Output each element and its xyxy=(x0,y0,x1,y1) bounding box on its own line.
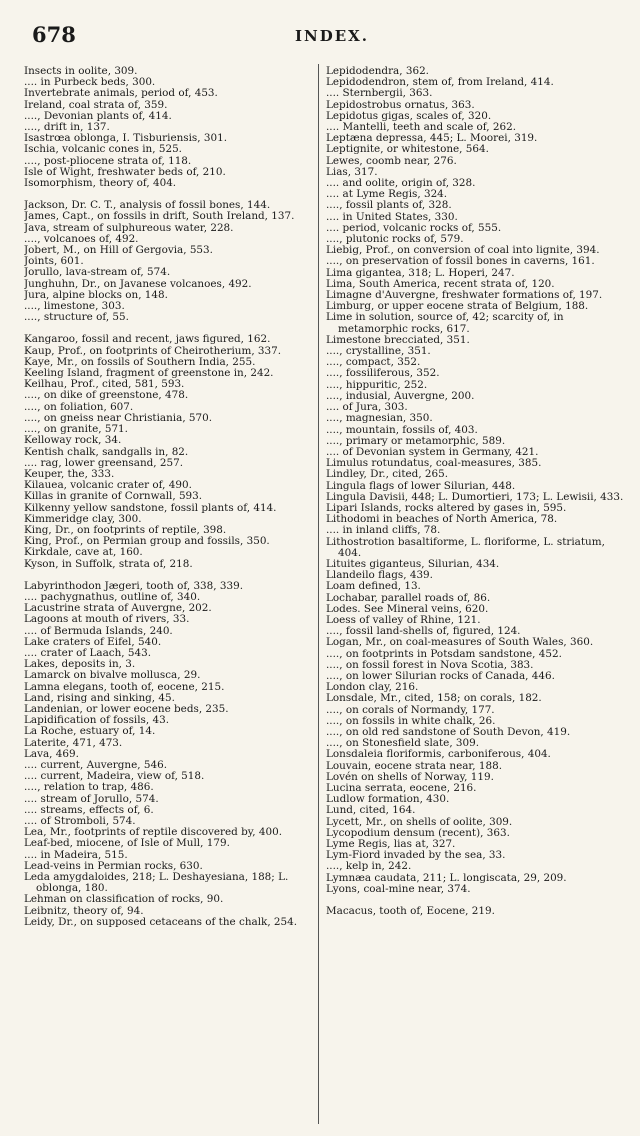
index-entry: Kentish chalk, sandgalls in, 82. xyxy=(24,445,189,458)
index-entry: Lucina serrata, eocene, 216. xyxy=(326,782,477,794)
index-entry: Kilkenny yellow sandstone, fossil plants of, 414. xyxy=(24,501,277,514)
index-entry: .... in inland cliffs, 78. xyxy=(326,524,441,537)
index-entry: Kilauea, volcanic crater of, 490. xyxy=(24,479,192,492)
index-entry: .... current, Madeira, view of, 518. xyxy=(24,770,205,783)
index-entry: Lodes. See Mineral veins, 620. xyxy=(326,602,489,615)
index-entry: Joints, 601. xyxy=(24,255,84,268)
index-entry: Keeling Island, fragment of greenstone in, 242. xyxy=(24,367,274,380)
index-entry: Keuper, the, 333. xyxy=(24,467,115,480)
index-entry: Lochabar, parallel roads of, 86. xyxy=(326,591,491,604)
index-entry: Keilhau, Prof., cited, 581, 593. xyxy=(24,378,185,391)
index-entry: ...., on corals of Normandy, 177. xyxy=(326,703,495,716)
index-entry: Lakes, deposits in, 3. xyxy=(24,658,136,671)
index-entry: ...., on fossils in white chalk, 26. xyxy=(326,714,496,727)
index-entry: Lehman on classification of rocks, 90. xyxy=(24,893,224,906)
index-entry: James, Capt., on fossils in drift, South Ireland, 137. xyxy=(24,210,295,223)
index-entry: Lituites giganteus, Silurian, 434. xyxy=(326,557,500,570)
index-entry: ...., crystalline, 351. xyxy=(326,345,431,358)
index-entry: Lima gigantea, 318; L. Hoperi, 247. xyxy=(326,266,515,279)
index-entry: Lime in solution, source of, 42; scarcity of, in metamorphic rocks, 617. xyxy=(326,311,564,335)
index-entry: Loess of valley of Rhine, 121. xyxy=(326,613,481,626)
index-entry: ...., on fossil forest in Nova Scotia, 383. xyxy=(326,658,534,671)
index-entry: ...., relation to trap, 486. xyxy=(24,781,154,794)
index-entry: Lepidostrobus ornatus, 363. xyxy=(326,98,475,111)
index-entry: .... and oolite, origin of, 328. xyxy=(326,177,476,190)
index-entry: Macacus, tooth of, Eocene, 219. xyxy=(326,905,495,918)
index-entry: Lithostrotion basaltiforme, L. floriforme, L. striatum, 404. xyxy=(326,535,605,559)
index-entry: Lymnæa caudata, 211; L. longiscata, 29, 209. xyxy=(326,871,567,884)
page-number: 678 xyxy=(32,22,76,47)
index-entry: ...., hippuritic, 252. xyxy=(326,378,428,391)
index-entry: La Roche, estuary of, 14. xyxy=(24,725,156,738)
index-entry: ...., on foliation, 607. xyxy=(24,400,134,413)
index-entry: ...., volcanoes of, 492. xyxy=(24,232,139,245)
index-entry: ...., on footprints in Potsdam sandstone, 452. xyxy=(326,647,562,660)
index-entry: Liebig, Prof., on conversion of coal into lignite, 394. xyxy=(326,244,600,257)
index-entry: Limestone brecciated, 351. xyxy=(326,333,470,346)
index-entry: Leibnitz, theory of, 94. xyxy=(24,904,144,917)
index-entry: Leptignite, or whitestone, 564. xyxy=(326,143,489,156)
index-entry: Lyons, coal-mine near, 374. xyxy=(326,882,471,895)
index-entry: .... of Stromboli, 574. xyxy=(24,815,136,827)
index-entry: Logan, Mr., on coal-measures of South Wales, 360. xyxy=(326,636,594,649)
column-divider xyxy=(318,64,319,1124)
index-entry: Jorullo, lava-stream of, 574. xyxy=(24,266,171,279)
index-entry: Isastrœa oblonga, I. Tisburiensis, 301. xyxy=(24,132,228,145)
index-entry: ...., post-pliocene strata of, 118. xyxy=(24,154,192,167)
index-entry: Loam defined, 13. xyxy=(326,580,421,593)
index-entry: Limulus rotundatus, coal-measures, 385. xyxy=(326,457,542,470)
index-entry: .... of Jura, 303. xyxy=(326,401,408,414)
index-entry: Lea, Mr., footprints of reptile discovered by, 400. xyxy=(24,826,282,839)
index-entry: .... period, volcanic rocks of, 555. xyxy=(326,221,502,234)
index-entry: ...., indusial, Auvergne, 200. xyxy=(326,389,475,402)
index-entry: Limburg, or upper eocene strata of Belgium, 188. xyxy=(326,300,589,313)
index-entry: Lonsdale, Mr., cited, 158; on corals, 182. xyxy=(326,692,542,705)
index-entry: Lindley, Dr., cited, 265. xyxy=(326,468,449,481)
index-entry: Lamarck on bivalve mollusca, 29. xyxy=(24,669,201,682)
index-entry: London clay, 216. xyxy=(326,681,419,694)
index-entry: Lima, South America, recent strata of, 120. xyxy=(326,277,555,290)
index-entry: Lias, 317. xyxy=(326,165,378,178)
page-header xyxy=(32,22,632,52)
index-entry: Leaf-bed, miocene, of Isle of Mull, 179. xyxy=(24,837,230,850)
index-entry: Land, rising and sinking, 45. xyxy=(24,691,175,704)
index-entry: ...., kelp in, 242. xyxy=(326,860,412,873)
index-entry: .... current, Auvergne, 546. xyxy=(24,758,167,771)
index-entry: Jobert, M., on Hill of Gergovia, 553. xyxy=(24,244,213,257)
index-entry: Laterite, 471, 473. xyxy=(24,736,123,749)
index-entry: Lava, 469. xyxy=(24,747,79,760)
index-entry: ...., on old red sandstone of South Devon, 419. xyxy=(326,725,571,738)
index-entry: Kirkdale, cave at, 160. xyxy=(24,546,143,559)
index-entry: Llandeilo flags, 439. xyxy=(326,569,433,582)
index-entry: Ludlow formation, 430. xyxy=(326,793,450,806)
index-entry: Lycopodium densum (recent), 363. xyxy=(326,826,510,839)
index-entry: ...., structure of, 55. xyxy=(24,311,129,324)
index-entry: Leda amygdaloides, 218; L. Deshayesiana, 188; L. oblonga, 180. xyxy=(24,871,289,895)
index-entry: Kelloway rock, 34. xyxy=(24,434,122,447)
index-entry: Ischia, volcanic cones in, 525. xyxy=(24,143,182,156)
index-entry: Lovén on shells of Norway, 119. xyxy=(326,770,494,783)
index-entry: ...., on lower Silurian rocks of Canada, 446. xyxy=(326,669,555,682)
index-entry: Limagne d'Auvergne, freshwater formations of, 197. xyxy=(326,289,603,302)
index-entry: ...., compact, 352. xyxy=(326,356,421,369)
index-entry: Lepidodendron, stem of, from Ireland, 414. xyxy=(326,76,554,89)
index-entry: Lonsdaleia floriformis, carboniferous, 404. xyxy=(326,748,551,761)
index-entry: Insects in oolite, 309. xyxy=(24,66,138,77)
index-entry: Ireland, coal strata of, 359. xyxy=(24,98,168,111)
index-entry: Lym-Fiord invaded by the sea, 33. xyxy=(326,849,506,862)
index-entry: ...., fossil land-shells of, figured, 124. xyxy=(326,625,521,638)
index-entry: ...., primary or metamorphic, 589. xyxy=(326,434,506,447)
index-entry: ...., limestone, 303. xyxy=(24,300,125,313)
index-entry: Lepidodendra, 362. xyxy=(326,66,429,77)
page-title: INDEX. xyxy=(294,27,370,45)
index-entry: Kimmeridge clay, 300. xyxy=(24,512,142,525)
index-entry: .... of Devonian system in Germany, 421. xyxy=(326,445,539,458)
index-entry: .... crater of Laach, 543. xyxy=(24,646,152,659)
index-entry: Killas in granite of Cornwall, 593. xyxy=(24,490,203,503)
index-entry: Lithodomi in beaches of North America, 78. xyxy=(326,513,558,526)
index-entry: .... stream of Jorullo, 574. xyxy=(24,792,159,805)
index-entry: Lapidification of fossils, 43. xyxy=(24,714,170,727)
index-entry: King, Prof., on Permian group and fossils, 350. xyxy=(24,535,270,548)
index-entry: Java, stream of sulphureous water, 228. xyxy=(24,221,234,234)
index-entry: ...., plutonic rocks of, 579. xyxy=(326,233,464,246)
index-entry: Lacustrine strata of Auvergne, 202. xyxy=(24,602,212,615)
index-entry: ...., fossil plants of, 328. xyxy=(326,199,452,212)
index-entry: Leidy, Dr., on supposed cetaceans of the chalk, 254. xyxy=(24,915,298,928)
index-entry: Lepidotus gigas, scales of, 320. xyxy=(326,109,492,122)
index-entry: Louvain, eocene strata near, 188. xyxy=(326,759,502,772)
index-entry: Landenian, or lower eocene beds, 235. xyxy=(24,702,229,715)
index-entry: .... pachygnathus, outline of, 340. xyxy=(24,590,201,603)
index-entry: .... at Lyme Regis, 324. xyxy=(326,188,448,201)
index-entry: ...., on Stonesfield slate, 309. xyxy=(326,737,480,750)
index-column-left xyxy=(24,66,314,1126)
index-entry: Labyrinthodon Jægeri, tooth of, 338, 339. xyxy=(24,579,244,592)
index-entry: Leptæna depressa, 445; L. Moorei, 319. xyxy=(326,132,538,145)
index-entry: .... Sternbergii, 363. xyxy=(326,87,433,100)
index-entry: ...., on granite, 571. xyxy=(24,423,128,436)
index-entry: Junghuhn, Dr., on Javanese volcanoes, 492. xyxy=(24,277,252,290)
index-entry: Invertebrate animals, period of, 453. xyxy=(24,87,218,100)
index-entry: ...., mountain, fossils of, 403. xyxy=(326,423,478,436)
index-entry: ...., on preservation of fossil bones in caverns, 161. xyxy=(326,255,595,268)
index-entry: Lagoons at mouth of rivers, 33. xyxy=(24,613,190,626)
index-entry: ...., drift in, 137. xyxy=(24,121,110,134)
index-entry: Kangaroo, fossil and recent, jaws figured, 162. xyxy=(24,333,271,346)
index-entry: Lake craters of Eifel, 540. xyxy=(24,635,162,648)
index-entry: Lewes, coomb near, 276. xyxy=(326,154,457,167)
index-entry: Jackson, Dr. C. T., analysis of fossil bones, 144. xyxy=(24,199,271,212)
index-entry: .... streams, effects of, 6. xyxy=(24,803,154,816)
index-entry: Jura, alpine blocks on, 148. xyxy=(24,288,168,301)
index-entry: Lingula Davisii, 448; L. Dumortieri, 173; L. Lewisii, 433. xyxy=(326,490,624,503)
index-entry: .... in Purbeck beds, 300. xyxy=(24,76,156,89)
index-entry: Kaup, Prof., on footprints of Cheirotherium, 337. xyxy=(24,344,282,357)
index-entry: .... rag, lower greensand, 257. xyxy=(24,456,184,469)
index-entry: Kyson, in Suffolk, strata of, 218. xyxy=(24,557,193,570)
index-column-right xyxy=(326,66,626,1126)
index-entry: ...., fossiliferous, 352. xyxy=(326,367,440,380)
index-entry: ...., on gneiss near Christiania, 570. xyxy=(24,411,213,424)
index-entry: Lingula flags of lower Silurian, 448. xyxy=(326,479,516,492)
index-entry: .... in United States, 330. xyxy=(326,210,458,223)
index-entry: Lipari Islands, rocks altered by gases in, 595. xyxy=(326,501,567,514)
index-entry: Lead-veins in Permian rocks, 630. xyxy=(24,859,203,872)
index-entry: Lamna elegans, tooth of, eocene, 215. xyxy=(24,680,225,693)
index-entry: Isomorphism, theory of, 404. xyxy=(24,177,177,190)
index-entry: ...., Devonian plants of, 414. xyxy=(24,109,172,122)
index-entry: King, Dr., on footprints of reptile, 398. xyxy=(24,523,227,536)
index-entry: .... Mantelli, teeth and scale of, 262. xyxy=(326,121,517,134)
index-entry: Kaye, Mr., on fossils of Southern India, 255. xyxy=(24,355,256,368)
index-entry: Lyme Regis, lias at, 327. xyxy=(326,838,456,851)
index-entry: ...., on dike of greenstone, 478. xyxy=(24,389,189,402)
index-entry: Lund, cited, 164. xyxy=(326,804,416,817)
index-entry: .... of Bermuda Islands, 240. xyxy=(24,624,173,637)
index-entry: .... in Madeira, 515. xyxy=(24,848,128,861)
index-entry: ...., magnesian, 350. xyxy=(326,412,433,425)
index-entry: Isle of Wight, freshwater beds of, 210. xyxy=(24,165,226,178)
index-entry: Lycett, Mr., on shells of oolite, 309. xyxy=(326,815,513,828)
